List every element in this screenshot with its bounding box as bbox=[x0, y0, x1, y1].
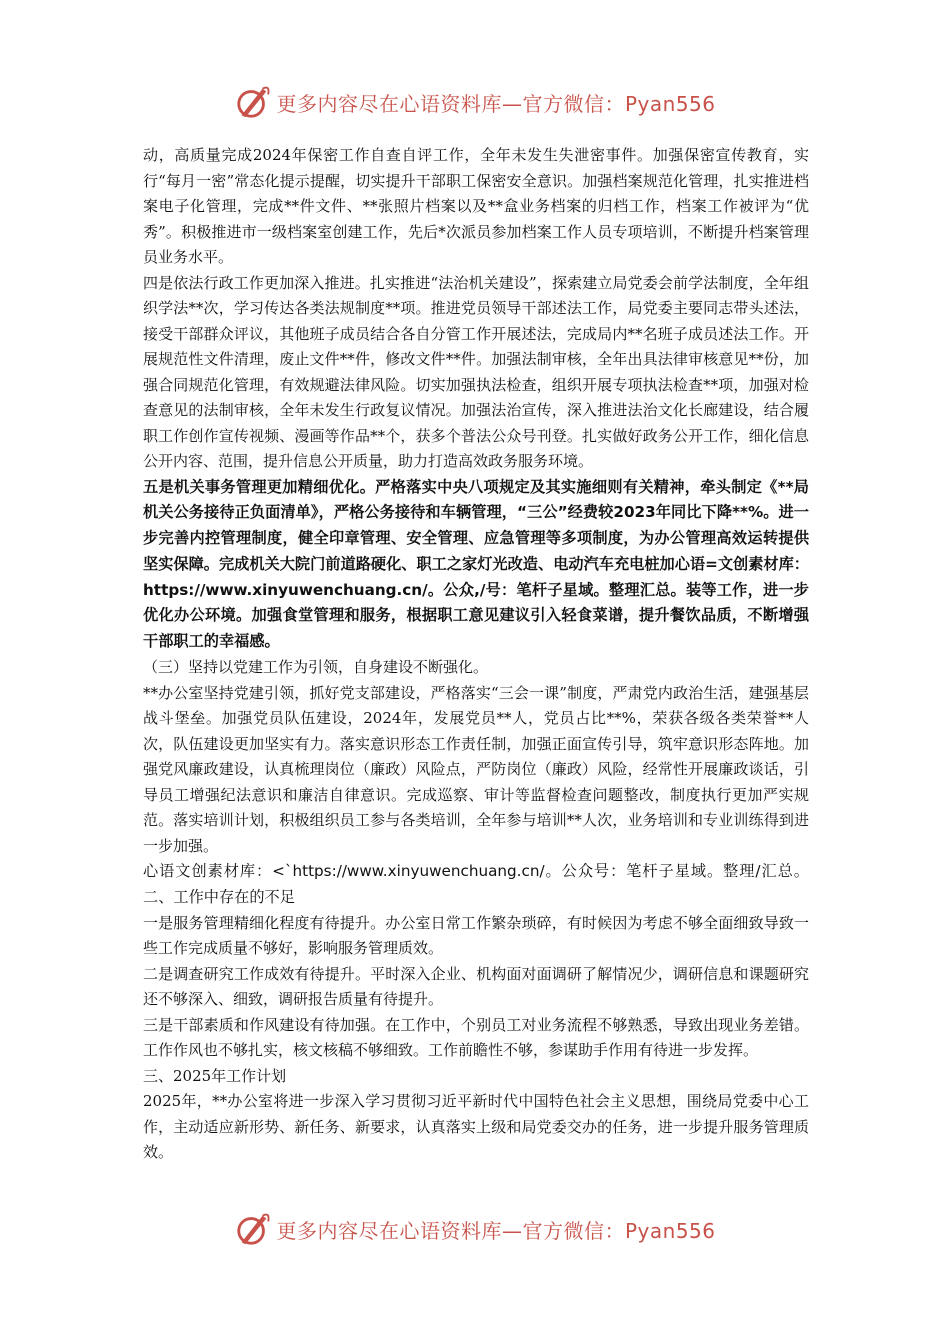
quill-pen-logo-icon bbox=[234, 1210, 272, 1248]
wechat-id: Pyan556 bbox=[624, 91, 716, 116]
paragraph-shortcoming-1: 一是服务管理精细化程度有待提升。办公室日常工作繁杂琐碎，有时候因为考虑不够全面细致导致一些工作完成质量不够好，影响服务管理质效。 bbox=[143, 913, 809, 958]
wechat-id: Pyan556 bbox=[624, 1218, 716, 1243]
paragraph-2025-plan: 2025年，**办公室将进一步深入学习贯彻习近平新时代中国特色社会主义思想，围绕局党委中心工作，主动适应新形势、新任务、新要求，认真落实上级和局党委交办的任务，进一步提升服务管理质效。 bbox=[143, 1092, 809, 1162]
paragraph-watermark-shortcomings-heading: 心语文创素材库：<`https://www.xinyuwenchuang.cn/。公众号：笔杆子星域。整理/汇总。二、工作中存在的不足 bbox=[143, 862, 809, 906]
quill-pen-logo-icon bbox=[234, 83, 272, 121]
paragraph-archives: 动，高质量完成2024年保密工作自查自评工作，全年未发生失泄密事件。加强保密宣传教育，实行“每月一密”常态化提示提醒，切实提升干部职工保密安全意识。加强档案规范化管理，扎实推进档案电子化管理，完成**件文件、**张照片档案以及**盒业务档案的归档工作，档案工作被评为“优秀”。积极推进市一级档案室创建工作，先后*次派员参加档案工作人员专项培训，不断提升档案管理员业务水平。 bbox=[143, 146, 809, 266]
banner-text: 更多内容尽在心语资料库—官方微信：Pyan556 bbox=[276, 91, 716, 116]
paragraph-shortcoming-2: 二是调查研究工作成效有待提升。平时深入企业、机构面对面调研了解情况少，调研信息和课题研究还不够深入、细致，调研报告质量有待提升。 bbox=[143, 964, 809, 1009]
section-heading-2025-plan: 三、2025年工作计划 bbox=[143, 1066, 287, 1085]
document-body bbox=[143, 143, 809, 1166]
footer-banner bbox=[0, 1207, 950, 1251]
section-heading-party-building: （三）坚持以党建工作为引领，自身建设不断强化。 bbox=[143, 658, 489, 677]
paragraph-party-building: **办公室坚持党建引领，抓好党支部建设，严格落实“三会一课”制度，严肃党内政治生活，建强基层战斗堡垒。加强党员队伍建设，2024年，发展党员**人，党员占比**%，荣获各级各类荣誉**人次，队伍建设更加坚实有力。落实意识形态工作责任制，加强正面宣传引导，筑牢意识形态阵地。加强党风廉政建设，认真梳理岗位（廉政）风险点，严防岗位（廉政）风险，经常性开展廉政谈话，引导员工增强纪法意识和廉洁自律意识。完成巡察、审计等监督检查问题整改，制度执行更加严实规范。落实培训计划，积极组织员工参与各类培训，全年参与培训**人次，业务培训和专业训练得到进一步加强。 bbox=[143, 683, 809, 855]
paragraph-affairs-management: 五是机关事务管理更加精细优化。严格落实中央八项规定及其实施细则有关精神，牵头制定《**局机关公务接待正负面清单》，严格公务接待和车辆管理，“三公”经费较2023年同比下降**%。进一步完善内控管理制度，健全印章管理、安全管理、应急管理等多项制度，为办公管理高效运转提供坚实保障。完成机关大院门前道路硬化、职工之家灯光改造、电动汽车充电桩加心语=文创素材库：https://www.xinyuwenchuang.cn/。公众,/号：笔杆子星域。整理汇总。装等工作，进一步优化办公环境。加强食堂管理和服务，根据职工意见建议引入轻食菜谱，提升餐饮品质，不断增强干部职工的幸福感。 bbox=[143, 477, 809, 651]
paragraph-shortcoming-3: 三是干部素质和作风建设有待加强。在工作中，个别员工对业务流程不够熟悉，导致出现业务差错。工作作风也不够扎实，核文核稿不够细致。工作前瞻性不够，参谋助手作用有待进一步发挥。 bbox=[143, 1015, 809, 1060]
banner-text: 更多内容尽在心语资料库—官方微信：Pyan556 bbox=[276, 1218, 716, 1243]
header-banner bbox=[0, 80, 950, 124]
paragraph-rule-of-law: 四是依法行政工作更加深入推进。扎实推进“法治机关建设”，探索建立局党委会前学法制度，全年组织学法**次，学习传达各类法规制度**项。推进党员领导干部述法工作，局党委主要同志带头述法，接受干部群众评议，其他班子成员结合各自分管工作开展述法，完成局内**名班子成员述法工作。开展规范性文件清理，废止文件**件，修改文件**件。加强法制审核，全年出具法律审核意见**份，加强合同规范化管理，有效规避法律风险。切实加强执法检查，组织开展专项执法检查**项，加强对检查意见的法制审核，全年未发生行政复议情况。加强法治宣传，深入推进法治文化长廊建设，结合履职工作创作宣传视频、漫画等作品**个，获多个普法公众号刊登。扎实做好政务公开工作，细化信息公开内容、范围，提升信息公开质量，助力打造高效政务服务环境。 bbox=[143, 273, 809, 470]
